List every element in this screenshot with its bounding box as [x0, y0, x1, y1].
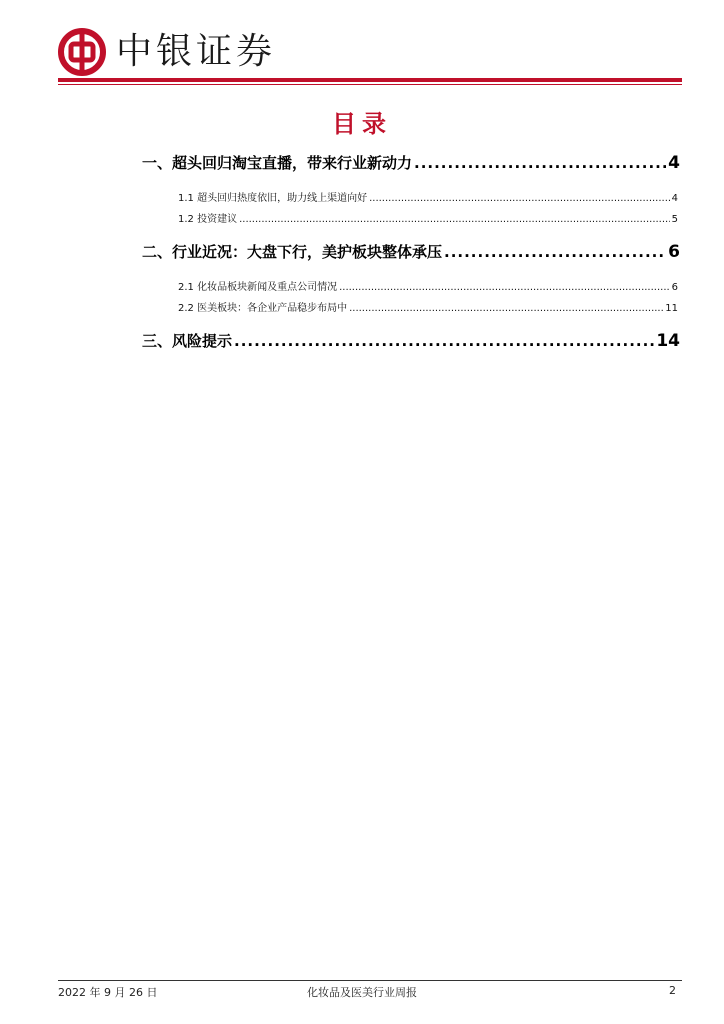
toc-entry-text: 一、超头回归淘宝直播，带来行业新动力 — [142, 154, 413, 172]
dot-leader — [369, 193, 670, 204]
toc-entry-page: 4 — [671, 193, 678, 204]
toc-entry-page: 11 — [665, 303, 678, 314]
toc-entry[interactable] — [142, 330, 680, 351]
header-rule-thin — [58, 84, 682, 85]
toc-entry-page: 6 — [668, 242, 680, 262]
toc-entry[interactable] — [178, 189, 678, 204]
dot-leader — [339, 282, 670, 293]
footer-date: 2022 年 9 月 26 日 — [58, 986, 158, 999]
toc-entry[interactable] — [142, 152, 680, 173]
toc-entry-text: 2.1 化妆品板块新闻及重点公司情况 — [178, 282, 338, 293]
brand-name: 中银证券 — [116, 31, 277, 72]
toc-title: 目录 — [332, 110, 392, 138]
toc-entry-page: 6 — [671, 282, 678, 293]
toc-entry[interactable] — [178, 299, 678, 314]
footer-page-number: 2 — [669, 984, 676, 997]
dot-leader — [239, 214, 670, 225]
dot-leader — [234, 332, 654, 350]
toc-entry[interactable] — [178, 210, 678, 225]
toc-entry-page: 4 — [668, 153, 680, 173]
dot-leader — [444, 243, 666, 261]
bank-of-china-logo-icon — [58, 28, 106, 76]
toc-entry-text: 2.2 医美板块：各企业产品稳步布局中 — [178, 303, 348, 314]
toc-entry-text: 1.2 投资建议 — [178, 214, 238, 225]
toc-entry-text: 三、风险提示 — [142, 332, 233, 350]
toc-entry-page: 5 — [671, 214, 678, 225]
footer-report-name: 化妆品及医美行业周报 — [307, 986, 417, 999]
page-header — [58, 28, 276, 76]
toc-entry-text: 1.1 超头回归热度依旧，助力线上渠道向好 — [178, 193, 368, 204]
toc-entry[interactable] — [178, 278, 678, 293]
dot-leader — [414, 154, 666, 172]
toc-entry-text: 二、行业近况：大盘下行，美护板块整体承压 — [142, 243, 443, 261]
toc-entry-page: 14 — [656, 331, 680, 351]
footer-rule — [58, 980, 682, 981]
toc-entry[interactable] — [142, 241, 680, 262]
header-rule — [58, 78, 682, 82]
dot-leader — [349, 303, 663, 314]
